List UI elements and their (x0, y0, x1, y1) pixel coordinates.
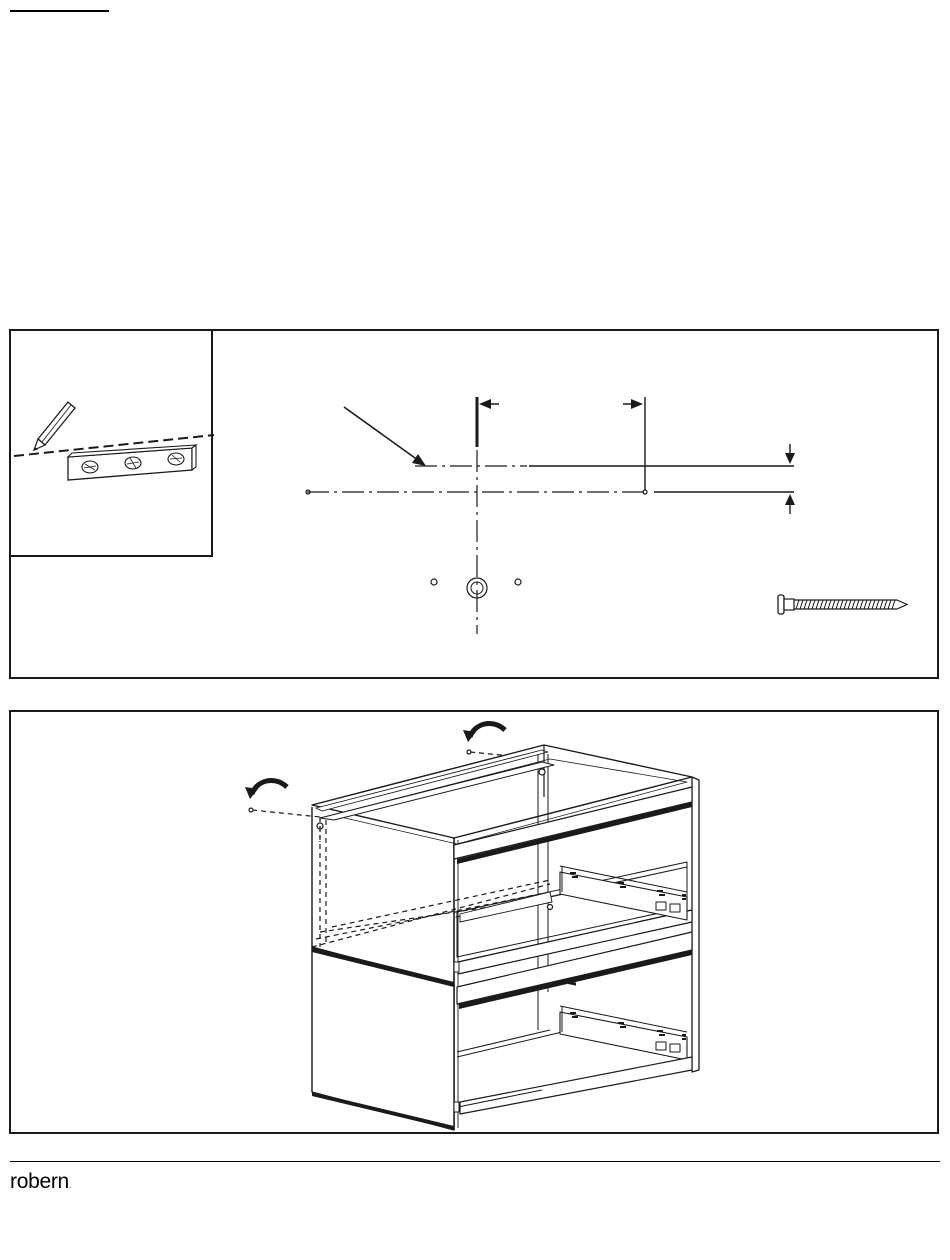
spirit-level-icon (68, 445, 196, 480)
level-inset (9, 329, 213, 557)
drawer-slide-lower (560, 1006, 687, 1060)
vertical-dimension-top-arrow (785, 444, 795, 464)
right-hole (515, 579, 521, 585)
cabinet-assembly-drawing (11, 712, 941, 1136)
pencil-icon (34, 402, 75, 450)
curved-arrow-icon (463, 724, 505, 742)
top-frame (312, 745, 692, 838)
right-side-panel (692, 777, 699, 1072)
horizontal-dimension-left-arrow (479, 399, 499, 409)
left-hole (431, 579, 437, 585)
brand-logo-dot: . (68, 1181, 71, 1190)
brand-logo-text: robern (10, 1170, 69, 1193)
brand-logo (10, 1170, 71, 1194)
vertical-dimension-bottom-arrow (785, 494, 795, 514)
horizontal-dimension-right-arrow (623, 399, 643, 409)
curved-arrow-icon-2 (245, 781, 287, 799)
screw-guide-left (252, 810, 320, 817)
screw-icon (778, 595, 907, 614)
right-point (643, 490, 647, 494)
cabinet-assembly-panel (9, 710, 939, 1134)
footer-rule (10, 1161, 940, 1162)
lower-left-side (312, 947, 454, 1130)
level-inset-drawing (11, 331, 215, 559)
header-rule (10, 10, 109, 12)
bottom-front-rail (460, 1057, 692, 1114)
pointer-arrow (344, 407, 426, 466)
